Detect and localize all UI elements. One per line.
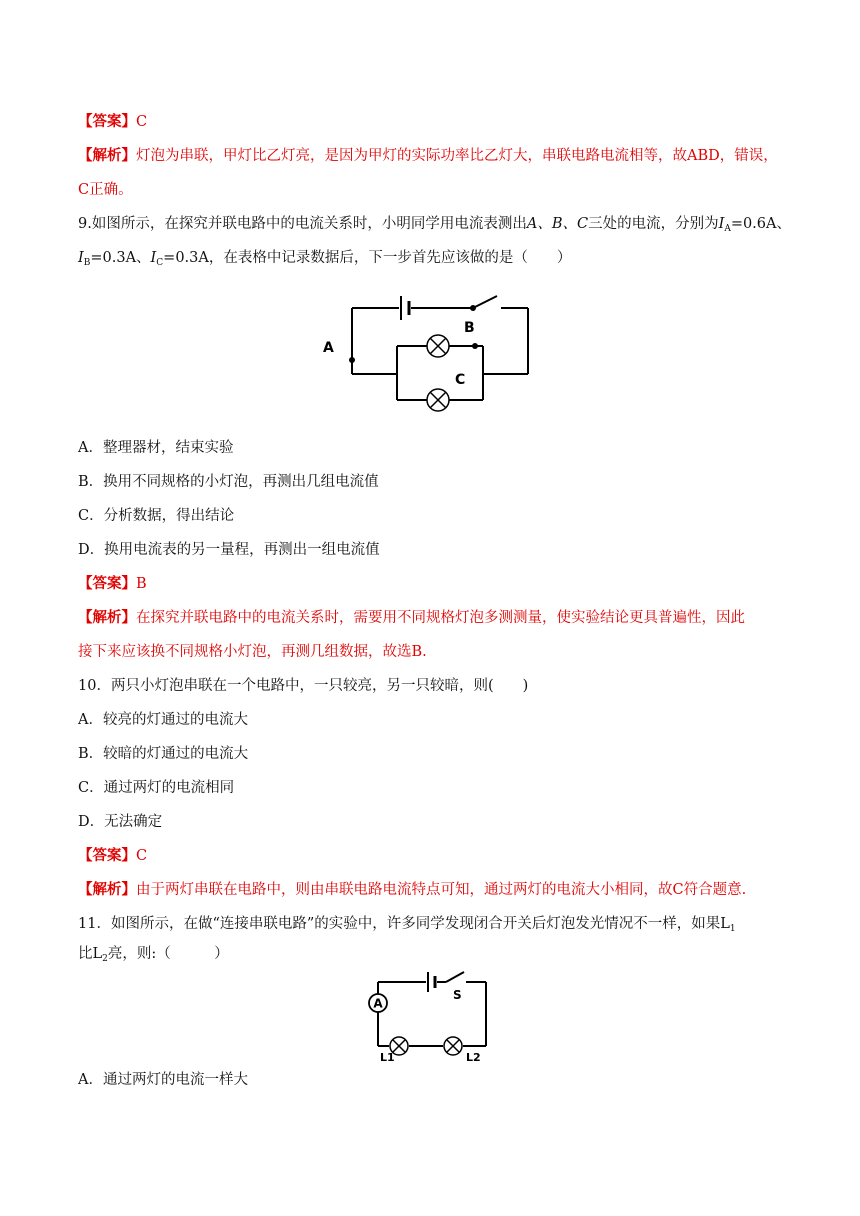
q9-option-d: D．换用电流表的另一量程，再测出一组电流值 <box>78 542 380 558</box>
label-c: C <box>455 372 466 388</box>
explanation-10 <box>78 880 746 900</box>
answer-10 <box>78 846 147 866</box>
explanation-tag: 【解析】 <box>78 609 136 626</box>
question-10: 10．两只小灯泡串联在一个电路中，一只较亮，另一只较暗，则( ) <box>78 678 529 694</box>
explanation-9-line2: 接下来应该换不同规格小灯泡，再测几组数据，故选B. <box>78 644 427 660</box>
current-symbol: I <box>150 250 157 266</box>
question-9-line1 <box>78 214 791 239</box>
answer-tag: 【答案】 <box>78 847 136 864</box>
series-circuit-diagram <box>362 968 502 1062</box>
question-text: 11．如图所示，在做“连接串联电路”的实验中，许多同学发现闭合开关后灯泡发光情况不一样，如果L <box>78 916 730 932</box>
answer-8 <box>78 112 147 132</box>
explanation-text: 灯泡为串联，甲灯比乙灯亮，是因为甲灯的实际功率比乙灯大，串联电路电流相等，故ABD，错误， <box>136 148 778 164</box>
current-subscript: C <box>156 258 164 268</box>
answer-value: B <box>136 576 147 592</box>
ammeter-icon <box>369 994 387 1012</box>
question-text: 9.如图所示，在探究并联电路中的电流关系时，小明同学用电流表测出 <box>78 216 527 232</box>
q9-option-b: B．换用不同规格的小灯泡，再测出几组电流值 <box>78 474 379 490</box>
question-11-line1 <box>78 914 736 939</box>
question-text: 亮，则:（ ） <box>107 946 229 962</box>
q10-option-b: B．较暗的灯通过的电流大 <box>78 746 249 762</box>
q10-option-a: A．较亮的灯通过的电流大 <box>78 712 248 728</box>
q9-option-a: A．整理器材，结束实验 <box>78 440 234 456</box>
answer-value: C <box>136 114 148 130</box>
lamp-l1-label: L1 <box>380 1051 395 1062</box>
answer-tag: 【答案】 <box>78 575 136 592</box>
lamp-subscript: 1 <box>729 924 736 934</box>
current-subscript: A <box>724 224 731 234</box>
explanation-tag: 【解析】 <box>78 147 136 164</box>
answer-tag: 【答案】 <box>78 113 136 130</box>
explanation-text: 在探究并联电路中的电流关系时，需要用不同规格灯泡多测测量，使实验结论更具普遍性，因此 <box>136 610 745 626</box>
current-subscript: B <box>83 258 91 268</box>
current-symbol: I <box>718 216 725 232</box>
question-11-line2 <box>78 944 229 969</box>
question-text: 比L <box>78 946 103 962</box>
q10-option-d: D．无法确定 <box>78 814 163 830</box>
question-9-line2 <box>78 248 571 273</box>
label-a: A <box>323 340 334 356</box>
q10-option-c: C．通过两灯的电流相同 <box>78 780 235 796</box>
label-b: B <box>464 320 475 336</box>
explanation-8-line1 <box>78 146 778 166</box>
answer-value: C <box>136 848 148 864</box>
lamp-icon <box>427 335 449 357</box>
current-symbol: I <box>78 250 84 266</box>
explanation-text: 由于两灯串联在电路中，则由串联电路电流特点可知，通过两灯的电流大小相同，故C符合题意. <box>136 882 747 898</box>
lamp-icon <box>427 389 449 411</box>
explanation-9-line1 <box>78 608 745 628</box>
switch-label: S <box>453 988 462 1002</box>
current-value: =0.3A、 <box>90 250 151 266</box>
explanation-tag: 【解析】 <box>78 881 136 898</box>
parallel-circuit-diagram <box>315 288 545 414</box>
explanation-8-line2: C正确。 <box>78 182 133 198</box>
current-value: =0.3A，在表格中记录数据后，下一步首先应该做的是（ ） <box>163 250 572 266</box>
ammeter-label: A <box>373 996 383 1011</box>
point-labels: A、B、C <box>526 216 589 232</box>
lamp-icon <box>444 1037 462 1055</box>
current-value: =0.6A、 <box>730 216 791 232</box>
q11-option-a: A．通过两灯的电流一样大 <box>78 1072 248 1088</box>
question-text: 三处的电流，分别为 <box>588 216 719 232</box>
answer-9 <box>78 574 147 594</box>
lamp-subscript: 2 <box>102 954 108 964</box>
lamp-l2-label: L2 <box>466 1051 481 1062</box>
q9-option-c: C．分析数据，得出结论 <box>78 508 235 524</box>
